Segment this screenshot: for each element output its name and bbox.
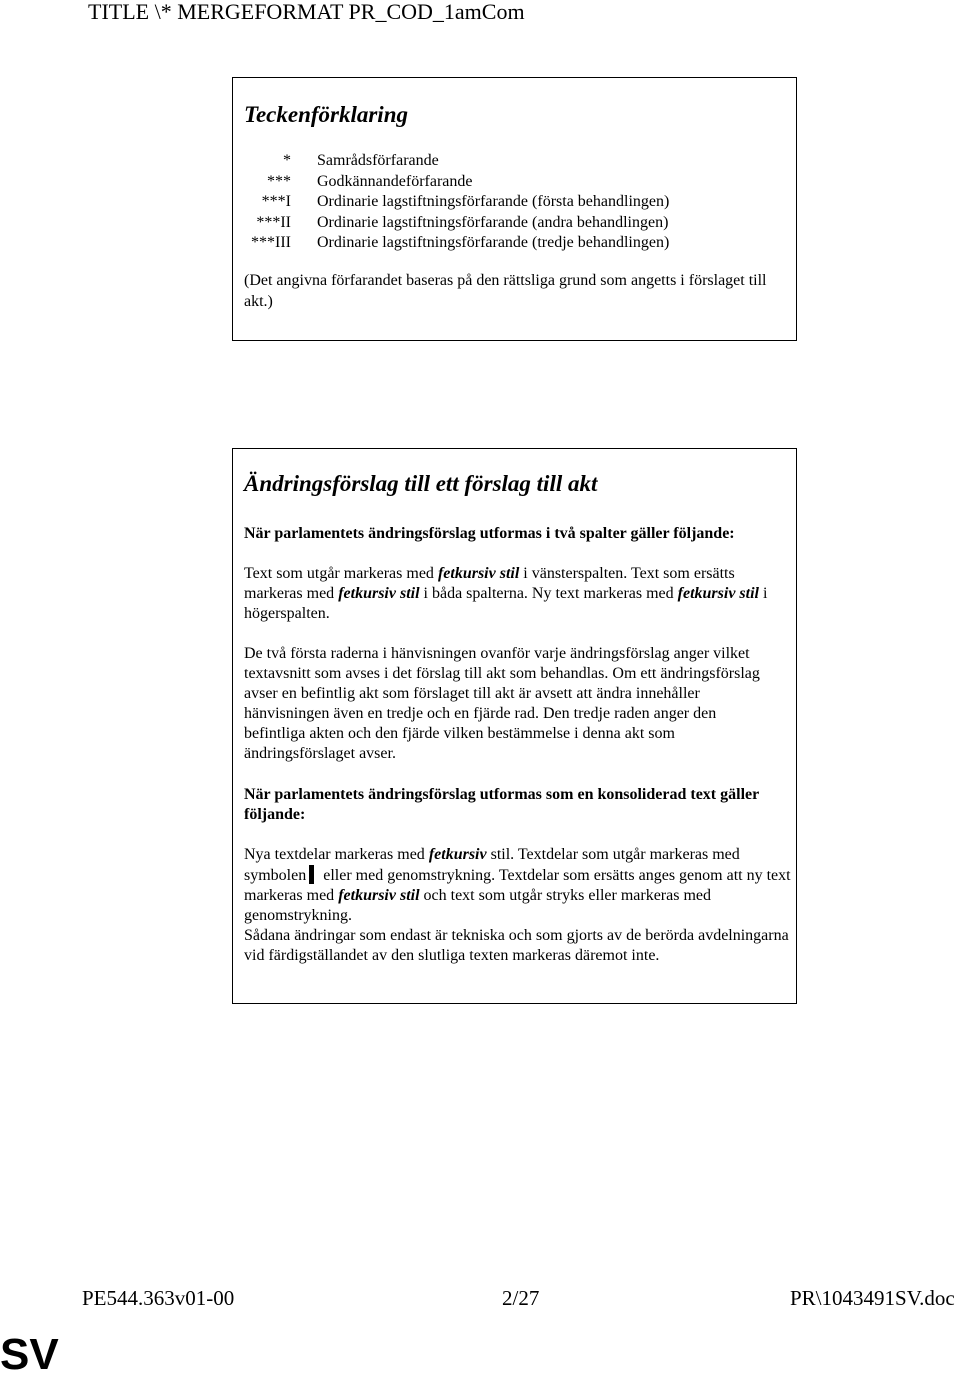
legend-item — [244, 213, 669, 234]
legend-item — [244, 233, 669, 254]
text-run: Nya textdelar markeras med — [244, 846, 429, 863]
consolidated-paragraph — [244, 845, 792, 966]
legend-note: (Det angivna förfarandet baseras på den rättsliga grund som angetts i förslaget till akt.) — [244, 272, 767, 310]
footer-document-ref: PE544.363v01-00 — [82, 1286, 235, 1310]
legend-symbol: ***II — [256, 213, 291, 231]
legend-symbol: ***I — [261, 193, 291, 210]
legend-box — [232, 77, 797, 341]
deletion-symbol-icon — [309, 865, 314, 884]
legend-label: Ordinarie lagstiftningsförfarande (första behandlingen) — [317, 193, 670, 210]
text-run: och text som utgår stryks eller markeras med genomstrykning. — [244, 887, 711, 924]
legend-symbol: * — [283, 152, 291, 169]
legend-symbol: *** — [267, 172, 291, 190]
legend-item — [244, 192, 669, 213]
two-column-heading: När parlamentets ändringsförslag utformas i två spalter gäller följande: — [244, 525, 735, 542]
legend-item — [244, 172, 669, 193]
legend-label: Ordinarie lagstiftningsförfarande (tredje behandlingen) — [317, 234, 670, 251]
bold-italic-run: fetkursiv stil — [437, 565, 520, 582]
footer-page-number: 2/27 — [502, 1286, 540, 1310]
legend-symbol: ***III — [251, 234, 291, 251]
text-run: i högerspalten. — [244, 585, 768, 622]
legend-label: Godkännandeförfarande — [317, 172, 473, 190]
bold-italic-run: fetkursiv stil — [338, 585, 420, 602]
footer-filename: PR\1043491SV.doc — [790, 1286, 955, 1310]
consolidated-heading: När parlamentets ändringsförslag utformas som en konsoliderad text gäller följande: — [244, 786, 759, 823]
text-run: i vänsterspalten. Text som ersätts markeras med — [244, 565, 735, 602]
text-run: i båda spalterna. Ny text markeras med — [419, 585, 678, 602]
text-run: Sådana ändringar som endast är tekniska och som gjorts av de berörda avdelningarna vid färdigställandet av den slutliga texten markeras däremot inte. — [244, 927, 789, 964]
text-run: stil. Textdelar som utgår markeras med symbolen — [244, 846, 740, 884]
legend-list — [244, 151, 669, 254]
amendments-title: Ändringsförslag till ett förslag till akt — [244, 471, 598, 496]
document-header: TITLE \* MERGEFORMAT PR_COD_1amCom — [88, 0, 525, 24]
legend-label: Ordinarie lagstiftningsförfarande (andra behandlingen) — [317, 213, 669, 231]
bold-italic-run: fetkursiv — [428, 846, 487, 863]
two-column-paragraph — [244, 564, 786, 624]
reference-paragraph: De två första raderna i hänvisningen ovanför varje ändringsförslag anger vilket textavsnitt som avses i det förslag till akt som behandlas. Om ett ändringsförslag avser en befintlig akt som förslaget till akt är avsett att ändra innehåller hänvisningen även en tredje och en fjärde rad. Den tredje raden anger den befintliga akten och den fjärde vilken bestämmelse i denna akt som ändringsförslaget avser. — [244, 645, 760, 762]
text-run: eller med genomstrykning. Textdelar som ersätts anges genom att ny text markeras med — [244, 867, 791, 904]
bold-italic-run: fetkursiv stil — [338, 887, 420, 904]
legend-label: Samrådsförfarande — [317, 152, 439, 169]
language-code: SV — [0, 1330, 59, 1379]
text-run: Text som utgår markeras med — [244, 565, 438, 582]
legend-item — [244, 151, 669, 172]
bold-italic-run: fetkursiv stil — [677, 585, 759, 602]
legend-title: Teckenförklaring — [244, 102, 408, 127]
amendments-box — [232, 448, 797, 1004]
